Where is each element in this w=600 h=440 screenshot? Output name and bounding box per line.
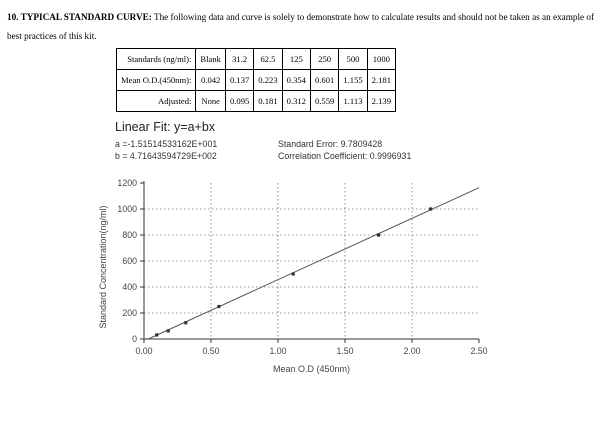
- section-note: The following data and curve is solely to demonstrate how to calculate results and should not be taken as an example of best practices of this kit.: [7, 12, 595, 41]
- table-cell: 0.181: [254, 91, 282, 112]
- y-tick-label: 400: [122, 282, 137, 292]
- table-cell: 2.181: [367, 70, 395, 91]
- data-point: [167, 329, 170, 332]
- x-tick-label: 2.50: [470, 346, 488, 356]
- y-tick-label: 1200: [117, 178, 137, 188]
- row-label: Standards (ng/ml):: [117, 49, 196, 70]
- y-tick-label: 800: [122, 230, 137, 240]
- y-tick-label: 1000: [117, 204, 137, 214]
- x-axis-label: Mean O.D (450nm): [272, 364, 351, 374]
- data-point: [377, 233, 380, 236]
- fit-coef-a: a =-1.51514533162E+001: [115, 139, 218, 149]
- table-cell: 1000: [367, 49, 395, 70]
- table-cell: 62.5: [254, 49, 282, 70]
- data-point: [184, 321, 187, 324]
- table-cell: 500: [339, 49, 367, 70]
- data-point: [429, 207, 432, 210]
- table-cell: 2.139: [367, 91, 395, 112]
- table-cell: None: [196, 91, 226, 112]
- fit-standard-error: Standard Error: 9.7809428: [278, 139, 383, 149]
- table-cell: 1.113: [339, 91, 367, 112]
- data-point: [292, 272, 295, 275]
- y-tick-label: 600: [122, 256, 137, 266]
- table-cell: 31.2: [225, 49, 253, 70]
- row-label: Mean O.D.(450nm):: [117, 70, 196, 91]
- table-cell: 0.312: [282, 91, 310, 112]
- fit-title: Linear Fit: y=a+bx: [115, 120, 216, 134]
- x-tick-label: 0.50: [202, 346, 220, 356]
- table-cell: 125: [282, 49, 310, 70]
- data-point: [217, 305, 220, 308]
- table-cell: 0.601: [310, 70, 338, 91]
- fit-coef-b: b = 4.71643594729E+002: [115, 151, 217, 161]
- table-cell: Blank: [196, 49, 226, 70]
- x-tick-label: 1.50: [336, 346, 354, 356]
- x-tick-label: 1.00: [269, 346, 287, 356]
- x-tick-label: 0.00: [135, 346, 153, 356]
- y-tick-label: 0: [132, 334, 137, 344]
- data-point: [155, 333, 158, 336]
- table-cell: 0.137: [225, 70, 253, 91]
- table-cell: 250: [310, 49, 338, 70]
- row-label: Adjusted:: [117, 91, 196, 112]
- table-cell: 0.354: [282, 70, 310, 91]
- table-cell: 0.095: [225, 91, 253, 112]
- x-tick-label: 2.00: [403, 346, 421, 356]
- table-cell: 1.155: [339, 70, 367, 91]
- section-heading: 10. TYPICAL STANDARD CURVE:: [7, 12, 152, 22]
- fit-correlation: Correlation Coefficient: 0.9996931: [278, 151, 412, 161]
- table-cell: 0.042: [196, 70, 226, 91]
- y-axis-label: Standard Concentration(ng/ml): [98, 205, 108, 329]
- y-tick-label: 200: [122, 308, 137, 318]
- table-cell: 0.559: [310, 91, 338, 112]
- table-cell: 0.223: [254, 70, 282, 91]
